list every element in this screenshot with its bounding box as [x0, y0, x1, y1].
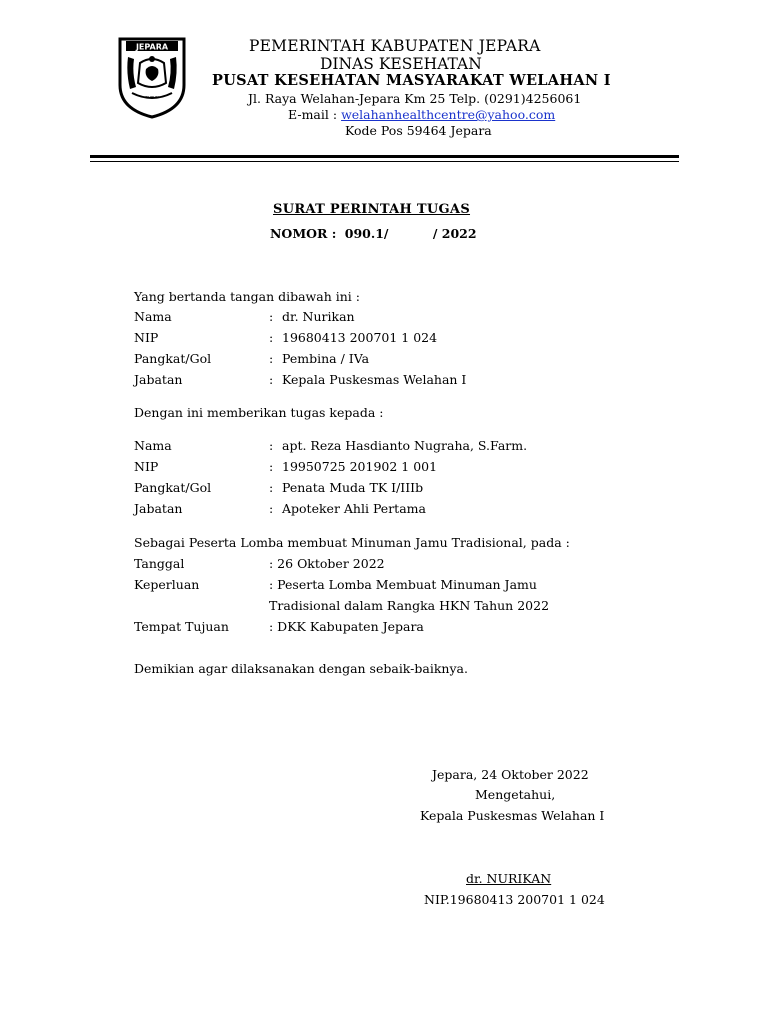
assignee-name-value: apt. Reza Hasdianto Nugraha, S.Farm. [282, 438, 528, 453]
assignee-rank-colon: : [269, 480, 274, 495]
header-divider-thick [90, 155, 679, 158]
signer-nip-value: 19680413 200701 1 024 [282, 330, 438, 345]
purpose-value-line1: : Peserta Lomba Membuat Minuman Jamu [269, 577, 537, 592]
date-value: : 26 Oktober 2022 [269, 556, 385, 571]
signature-nip: NIP.19680413 200701 1 024 [424, 892, 605, 907]
letterhead-puskesmas: PUSAT KESEHATAN MASYARAKAT WELAHAN I [212, 72, 611, 89]
signer-name-colon: : [269, 309, 274, 324]
assignee-rank-value: Penata Muda TK I/IIIb [282, 480, 424, 495]
purpose-label: Keperluan [134, 577, 200, 592]
assignee-nip-value: 19950725 201902 1 001 [282, 459, 438, 474]
assignee-rank-label: Pangkat/Gol [134, 480, 212, 495]
closing-sentence: Demikian agar dilaksanakan dengan sebaik-baiknya. [134, 661, 468, 676]
header-divider-thin [90, 161, 679, 162]
letterhead-government: PEMERINTAH KABUPATEN JEPARA [249, 37, 541, 55]
logo-text: JEPARA [135, 42, 169, 52]
assignee-name-colon: : [269, 438, 274, 453]
assignee-position-label: Jabatan [134, 501, 183, 516]
letterhead-postal: Kode Pos 59464 Jepara [345, 123, 492, 138]
signer-rank-value: Pembina / IVa [282, 351, 370, 366]
purpose-value-line2: Tradisional dalam Rangka HKN Tahun 2022 [269, 598, 550, 613]
nomor-year: / 2022 [432, 226, 477, 241]
assignee-position-value: Apoteker Ahli Pertama [282, 501, 426, 516]
signer-rank-colon: : [269, 351, 274, 366]
nomor-prefix: 090.1/ [344, 226, 389, 241]
signer-rank-label: Pangkat/Gol [134, 351, 212, 366]
signer-name-value: dr. Nurikan [282, 309, 355, 324]
signer-intro: Yang bertanda tangan dibawah ini : [134, 289, 360, 304]
signer-position-label: Jabatan [134, 372, 183, 387]
assignee-name-label: Nama [134, 438, 172, 453]
svg-text:≈≈≈: ≈≈≈ [144, 94, 160, 101]
letterhead-department: DINAS KESEHATAN [320, 55, 482, 73]
signature-acknowledged: Mengetahui, [475, 787, 556, 802]
email-link[interactable]: welahanhealthcentre@yahoo.com [341, 107, 556, 122]
signer-nip-label: NIP [134, 330, 159, 345]
jepara-crest-logo [116, 33, 188, 119]
letter-title: SURAT PERINTAH TUGAS [273, 202, 471, 217]
email-label: E-mail : [288, 107, 338, 122]
destination-label: Tempat Tujuan [134, 619, 229, 634]
signer-nip-colon: : [269, 330, 274, 345]
signature-place-date: Jepara, 24 Oktober 2022 [432, 767, 589, 782]
destination-value: : DKK Kabupaten Jepara [269, 619, 424, 634]
signer-position-value: Kepala Puskesmas Welahan I [282, 372, 467, 387]
signer-name-label: Nama [134, 309, 172, 324]
assignee-nip-colon: : [269, 459, 274, 474]
letter-number [270, 226, 477, 241]
signature-name: dr. NURIKAN [466, 871, 552, 886]
nomor-label: NOMOR : [270, 226, 337, 241]
signer-position-colon: : [269, 372, 274, 387]
assignee-nip-label: NIP [134, 459, 159, 474]
assign-intro: Dengan ini memberikan tugas kepada : [134, 405, 384, 420]
letterhead-email-row [288, 107, 555, 122]
signature-position: Kepala Puskesmas Welahan I [420, 808, 605, 823]
letterhead-address: Jl. Raya Welahan-Jepara Km 25 Telp. (0291)4256061 [248, 91, 582, 106]
assignee-position-colon: : [269, 501, 274, 516]
date-label: Tanggal [134, 556, 185, 571]
purpose-intro: Sebagai Peserta Lomba membuat Minuman Jamu Tradisional, pada : [134, 535, 570, 550]
